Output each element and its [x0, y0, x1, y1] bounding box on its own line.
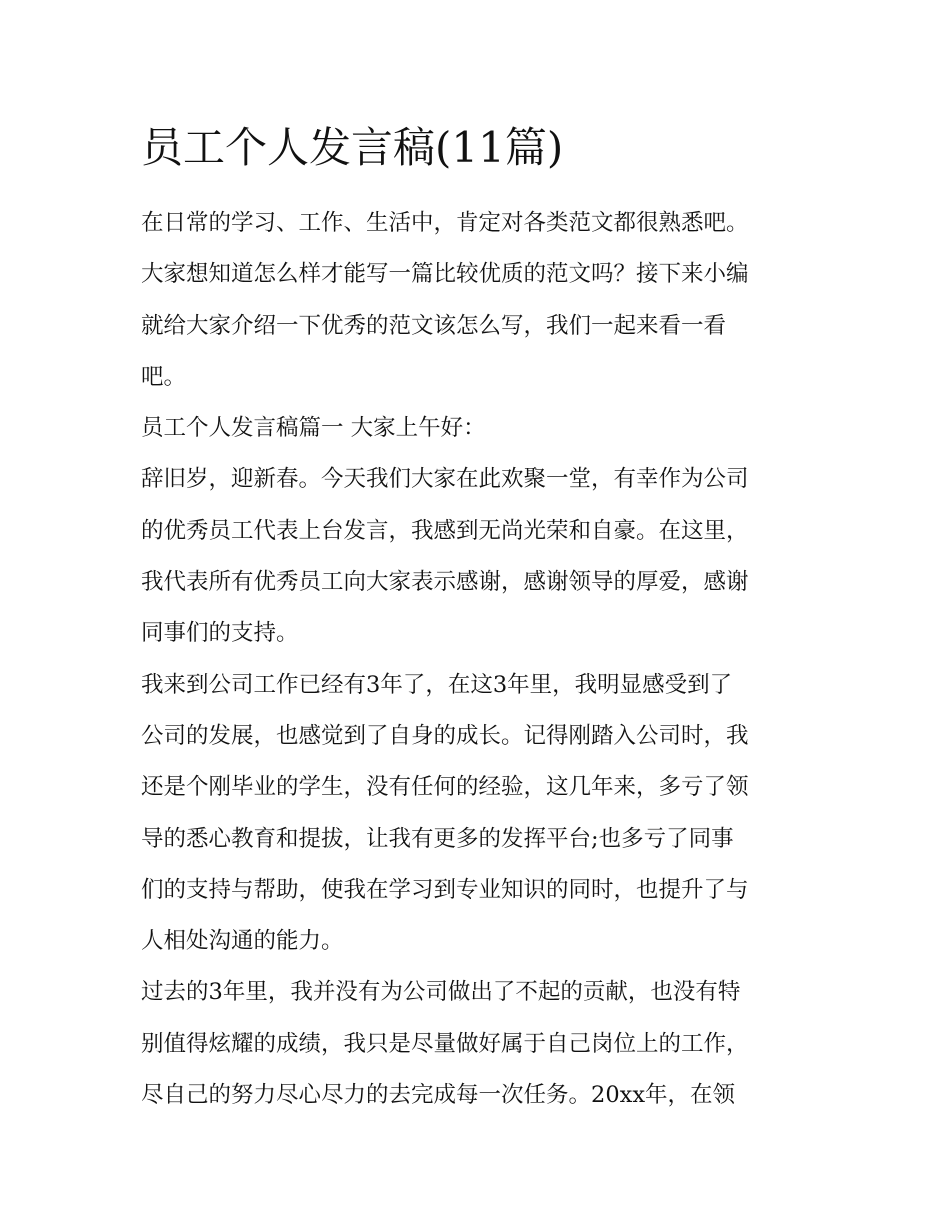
- text-line: 过去的3年里，我并没有为公司做出了不起的贡献，也没有特: [141, 979, 741, 1006]
- text-line: 就给大家介绍一下优秀的范文该怎么写，我们一起来看一看: [141, 312, 727, 339]
- text-line: 我来到公司工作已经有3年了，在这3年里，我明显感受到了: [141, 671, 733, 698]
- text-line: 我代表所有优秀员工向大家表示感谢，感谢领导的厚爱，感谢: [141, 569, 749, 596]
- text-line: 别值得炫耀的成绩，我只是尽量做好属于自己岗位上的工作，: [141, 1030, 749, 1057]
- text-line: 在日常的学习、工作、生活中，肯定对各类范文都很熟悉吧。: [141, 210, 749, 236]
- text-line: 还是个刚毕业的学生，没有任何的经验，这几年来，多亏了领: [141, 774, 749, 801]
- text-line: 吧。: [141, 363, 187, 390]
- text-line: 公司的发展，也感觉到了自身的成长。记得刚踏入公司时，我: [141, 722, 749, 749]
- section-heading-line: 员工个人发言稿篇一 大家上午好：: [141, 415, 486, 442]
- text-line: 导的悉心教育和提拔，让我有更多的发挥平台;也多亏了同事: [141, 825, 734, 852]
- text-line: 辞旧岁，迎新春。今天我们大家在此欢聚一堂，有幸作为公司: [141, 466, 749, 493]
- text-line: 的优秀员工代表上台发言，我感到无尚光荣和自豪。在这里，: [141, 517, 749, 544]
- text-line: 尽自己的努力尽心尽力的去完成每一次任务。20xx年，在领: [141, 1082, 736, 1109]
- text-line: 大家想知道怎么样才能写一篇比较优质的范文吗？接下来小编: [141, 261, 749, 288]
- text-line: 人相处沟通的能力。: [141, 928, 344, 955]
- text-line: 同事们的支持。: [141, 620, 299, 647]
- text-line: 们的支持与帮助，使我在学习到专业知识的同时，也提升了与: [141, 876, 749, 903]
- document-title: 员工个人发言稿(11篇): [141, 123, 564, 172]
- document-body: [141, 198, 815, 1121]
